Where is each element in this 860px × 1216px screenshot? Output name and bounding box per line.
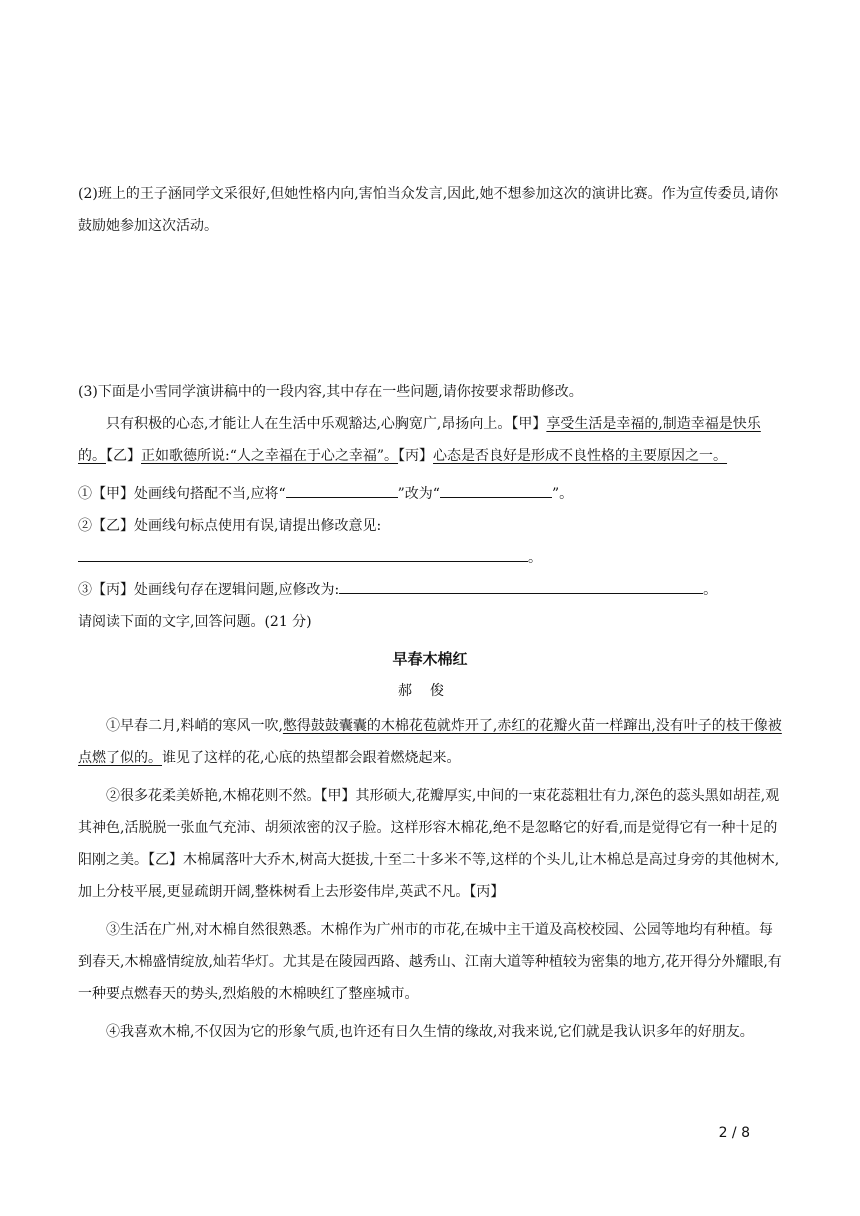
- item-3: [78, 574, 782, 606]
- paragraph-1: [78, 710, 782, 774]
- mark-yi: 【乙】: [106, 448, 141, 464]
- reading-instruction: 请阅读下面的文字,回答问题。(21 分): [78, 614, 312, 630]
- underlined-jia: 享受生活是幸福的,制造幸福是快乐的。: [78, 416, 761, 464]
- item-1-prefix: ①【甲】处画线句搭配不当,应将“: [78, 486, 286, 502]
- underlined-bing: 心态是否良好是形成不良性格的主要原因之一。: [433, 448, 728, 464]
- question-2-text: (2)班上的王子涵同学文采很好,但她性格内向,害怕当众发言,因此,她不想参加这次的演讲比赛。作为宣传委员,请你鼓励她参加这次活动。: [78, 186, 779, 234]
- item-1: [78, 478, 782, 510]
- item-1-mid: ”改为“: [397, 486, 440, 502]
- question-2: [78, 178, 782, 248]
- answer-line-3[interactable]: [339, 577, 703, 594]
- article-title: 早春木棉红: [392, 650, 468, 668]
- mark-jia: 【甲】: [511, 416, 547, 432]
- paragraph-3: ③生活在广州,对木棉自然很熟悉。木棉作为广州市的市花,在城中主干道及高校校园、公园等地均有种植。每到春天,木棉盛情绽放,灿若华灯。尤其是在陵园西路、越秀山、江南大道等种植较为密集的地方,花开得分外耀眼,有一种要点燃春天的势头,烈焰般的木棉映红了整座城市。: [78, 922, 782, 1002]
- mark-bing: 【丙】: [398, 448, 434, 464]
- question-3: [78, 376, 782, 1054]
- underlined-yi: 正如歌德所说:“人之幸福在于心之幸福”。: [141, 448, 399, 464]
- item-2-answer: [78, 542, 782, 574]
- p1-start: ①早春二月,料峭的寒风一吹,: [106, 718, 283, 734]
- item-3-end: 。: [703, 582, 718, 598]
- answer-line-2[interactable]: [78, 545, 528, 562]
- paragraph-2: ②很多花柔美娇艳,木棉花则不然。【甲】其形硕大,花瓣厚实,中间的一束花蕊粗壮有力,深色的蕊头黑如胡茬,观其神色,活脱脱一张血气充沛、胡须浓密的汉子脸。这样形容木棉花,绝不是忽略它的好看,而是觉得它有一种十足的阳刚之美。【乙】木棉属落叶大乔木,树高大挺拔,十至二十多米不等,这样的个头儿,让木棉总是高过身旁的其他树木,加上分枝平展,更显疏朗开阔,整株树看上去形姿伟岸,英武不凡。【丙】: [78, 788, 780, 900]
- paragraph-4: ④我喜欢木棉,不仅因为它的形象气质,也许还有日久生情的缘故,对我来说,它们就是我认识多年的好朋友。: [106, 1024, 754, 1040]
- answer-blank-2[interactable]: [440, 481, 552, 498]
- p1-end: 谁见了这样的花,心底的热望都会跟着燃烧起来。: [162, 750, 461, 766]
- item-3-prefix: ③【丙】处画线句存在逻辑问题,应修改为:: [78, 582, 340, 598]
- p1-underlined: 憋得鼓鼓囊囊的木棉花苞就炸开了,赤红的花瓣火苗一样蹿出,没有叶子的枝干像被点燃了似的。: [78, 718, 782, 766]
- question-3-intro: (3)下面是小雪同学演讲稿中的一段内容,其中存在一些问题,请你按要求帮助修改。: [78, 384, 583, 400]
- page-number: 2 / 8: [718, 1125, 750, 1141]
- answer-blank-1[interactable]: [286, 481, 398, 498]
- item-2-end: 。: [528, 550, 542, 566]
- article-author: 郝俊: [398, 683, 462, 699]
- passage-sentence: 只有积极的心态,才能让人在生活中乐观豁达,心胸宽广,昂扬向上。: [106, 416, 512, 432]
- question-3-passage: [78, 408, 782, 472]
- item-2: ②【乙】处画线句标点使用有误,请提出修改意见:: [78, 518, 382, 534]
- item-1-suffix: ”。: [551, 486, 574, 502]
